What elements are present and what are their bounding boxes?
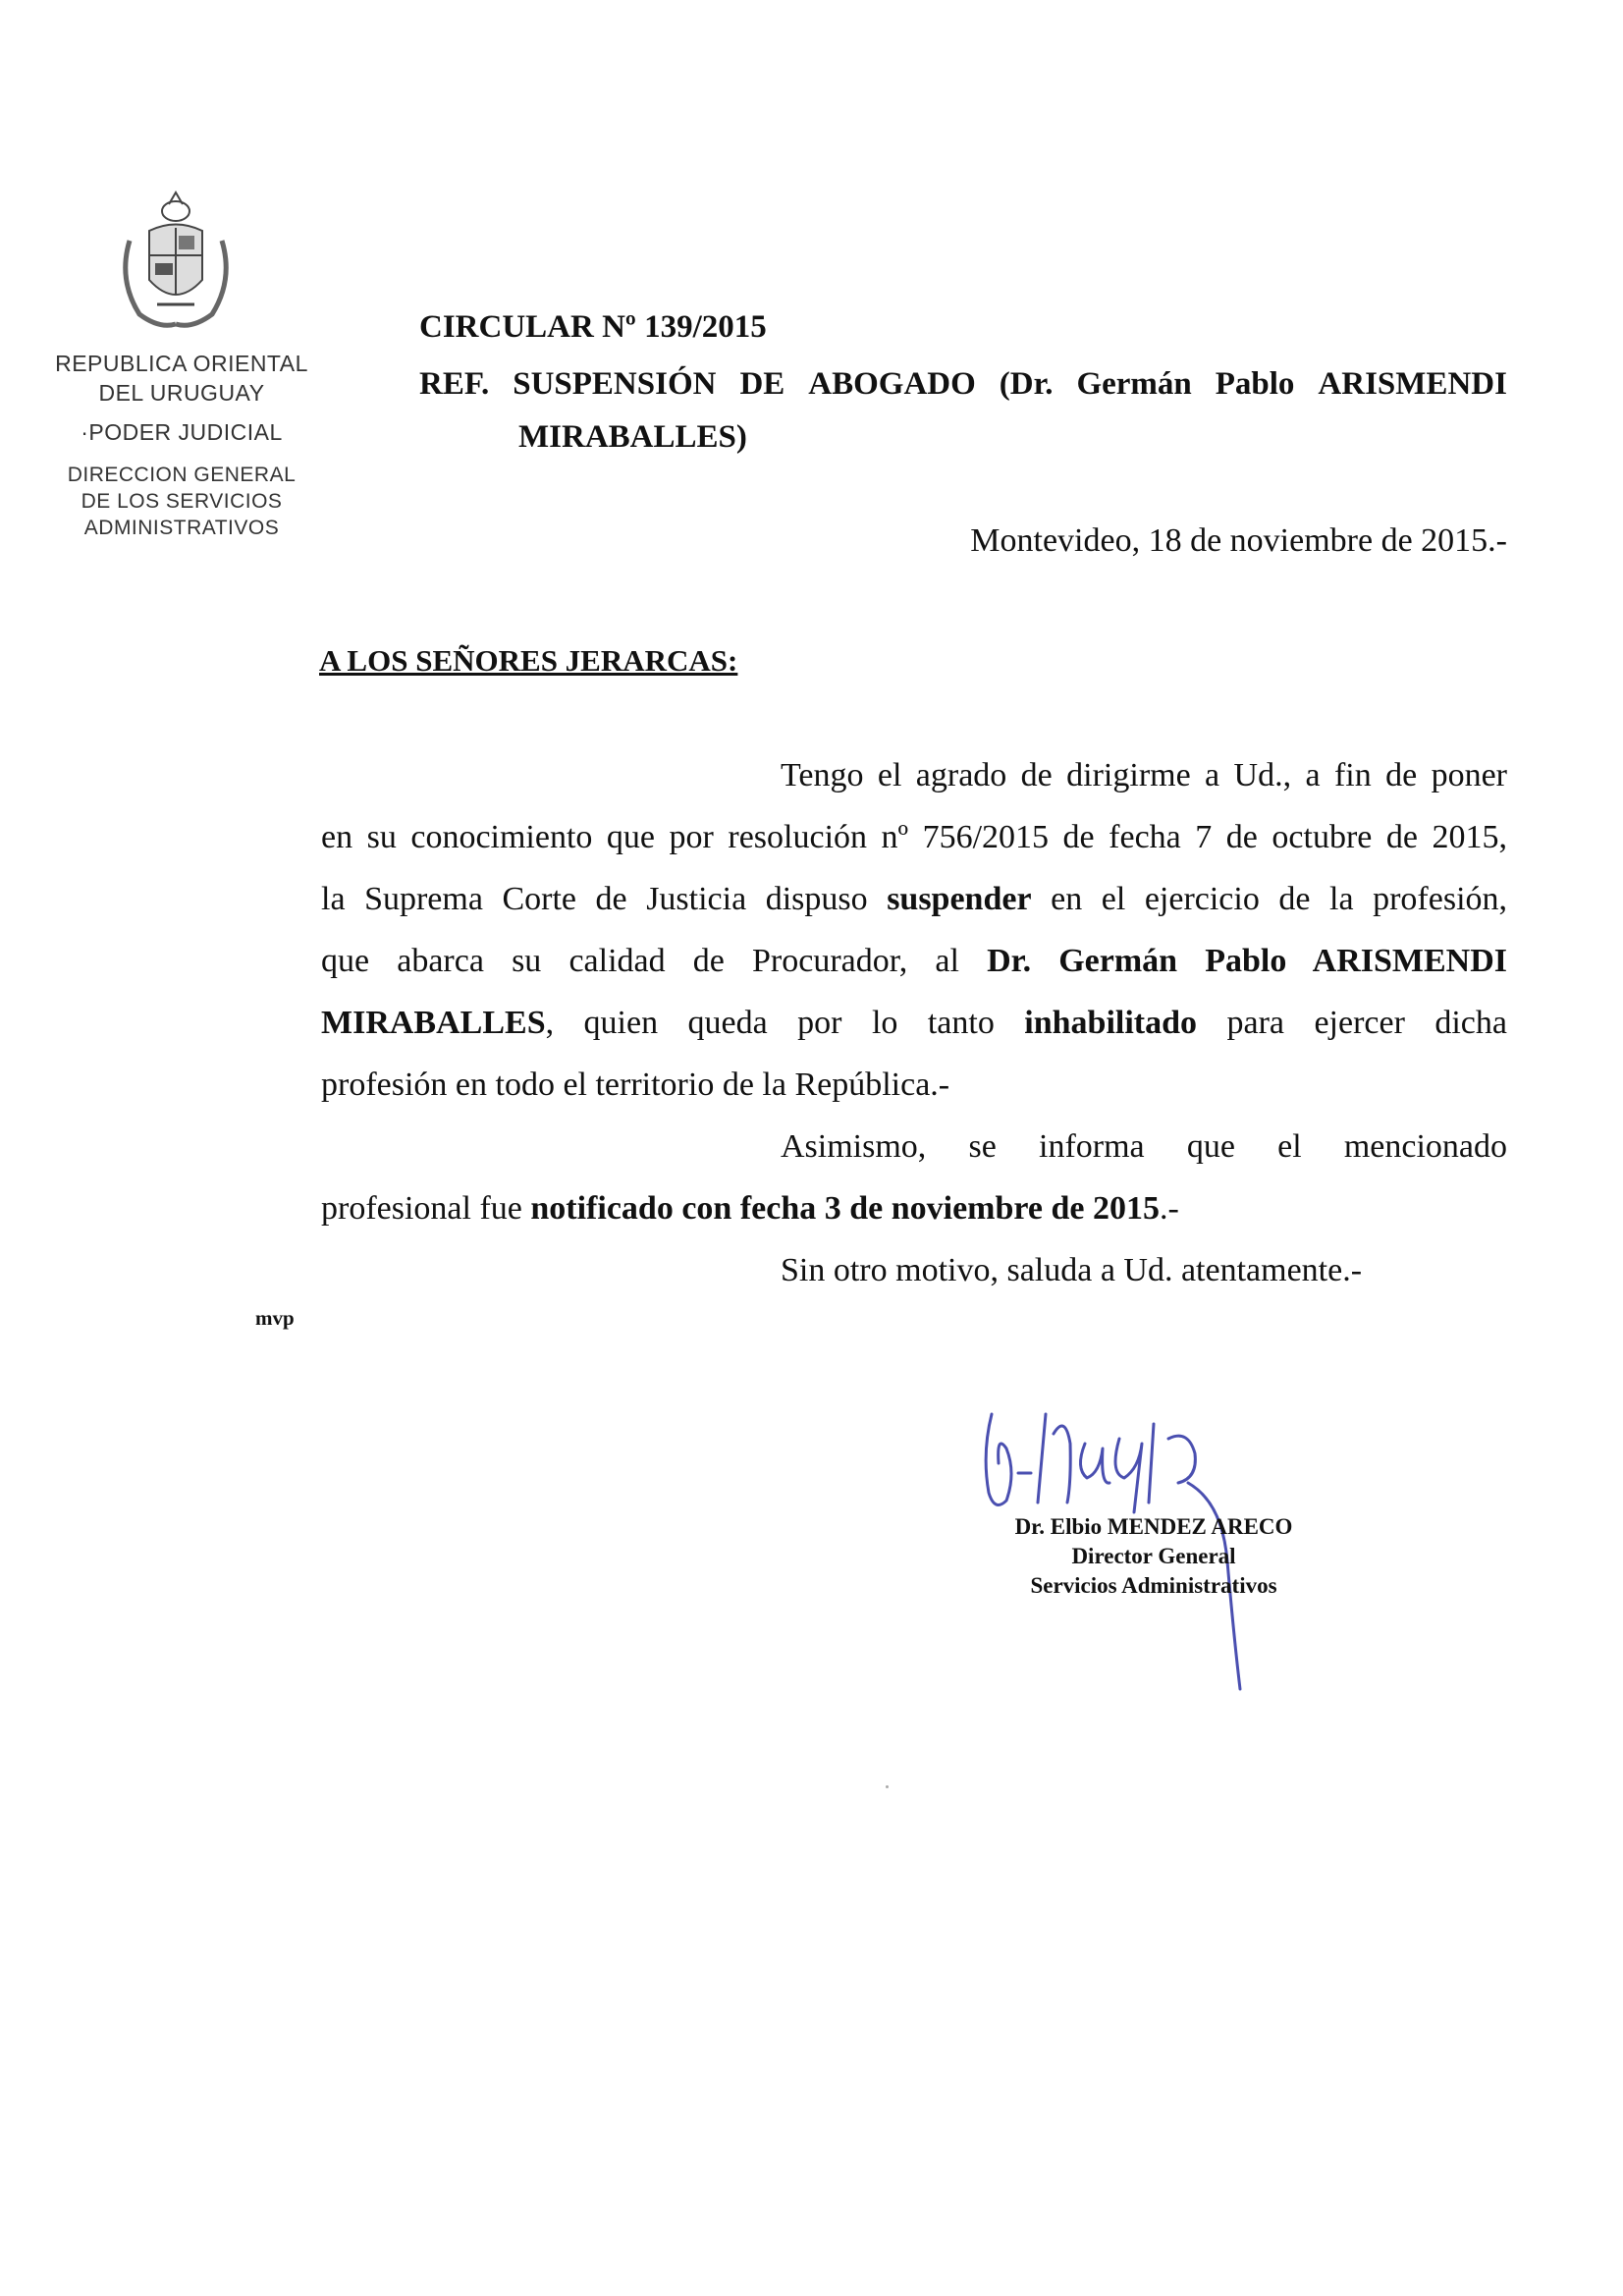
body-line: la Suprema Corte de Justicia dispuso suspender en el ejercicio de la profesión, — [321, 881, 1508, 917]
ref-word: ABOGADO — [808, 366, 976, 402]
ref-word: Germán — [1076, 366, 1192, 402]
body-line: profesión en todo el territorio de la República.- — [321, 1066, 950, 1103]
salutation: A LOS SEÑORES JERARCAS: — [319, 643, 738, 678]
ref-word: Pablo — [1215, 366, 1295, 402]
reference-line-2: MIRABALLES) — [518, 419, 747, 455]
ref-word: ARISMENDI — [1318, 366, 1507, 402]
ref-word: (Dr. — [999, 366, 1054, 402]
body-line: Sin otro motivo, saluda a Ud. atentamente.- — [781, 1252, 1363, 1288]
reference-line — [419, 366, 1507, 403]
letterhead-direction-line3: ADMINISTRATIVOS — [83, 517, 280, 539]
letterhead-direction-line2: DE LOS SERVICIOS — [81, 490, 283, 513]
letterhead-judicial: ·PODER JUDICIAL — [81, 419, 283, 445]
letterhead-direction-line1: DIRECCION GENERAL — [67, 464, 297, 486]
ref-word: REF. — [419, 366, 490, 402]
circular-number: CIRCULAR Nº 139/2015 — [419, 309, 767, 345]
signatory-name: Dr. Elbio MENDEZ ARECO — [1014, 1514, 1293, 1539]
body-line: MIRABALLES, quien queda por lo tanto inhabilitado para ejercer dicha — [321, 1005, 1507, 1041]
coat-of-arms-seal-icon — [110, 187, 243, 339]
letterhead-republic-line2: DEL URUGUAY — [98, 380, 265, 406]
letterhead-republic-line1: REPUBLICA ORIENTAL — [55, 351, 308, 376]
body-line: Tengo el agrado de dirigirme a Ud., a fin de poner — [781, 757, 1507, 793]
scan-speck — [886, 1785, 889, 1788]
signatory-department: Servicios Administrativos — [1030, 1573, 1277, 1598]
document-date: Montevideo, 18 de noviembre de 2015.- — [970, 522, 1507, 559]
body-line: en su conocimiento que por resolución nº 756/2015 de fecha 7 de octubre de 2015, — [321, 819, 1507, 855]
typist-initials: mvp — [255, 1306, 295, 1330]
ref-word: SUSPENSIÓN — [513, 366, 717, 402]
ref-word: DE — [739, 366, 785, 402]
body-line: Asimismo, se informa que el mencionado — [781, 1128, 1507, 1165]
body-line: que abarca su calidad de Procurador, al Dr. Germán Pablo ARISMENDI — [321, 943, 1507, 979]
body-line: profesional fue notificado con fecha 3 de noviembre de 2015.- — [321, 1190, 1179, 1227]
signatory-title: Director General — [1071, 1544, 1236, 1568]
